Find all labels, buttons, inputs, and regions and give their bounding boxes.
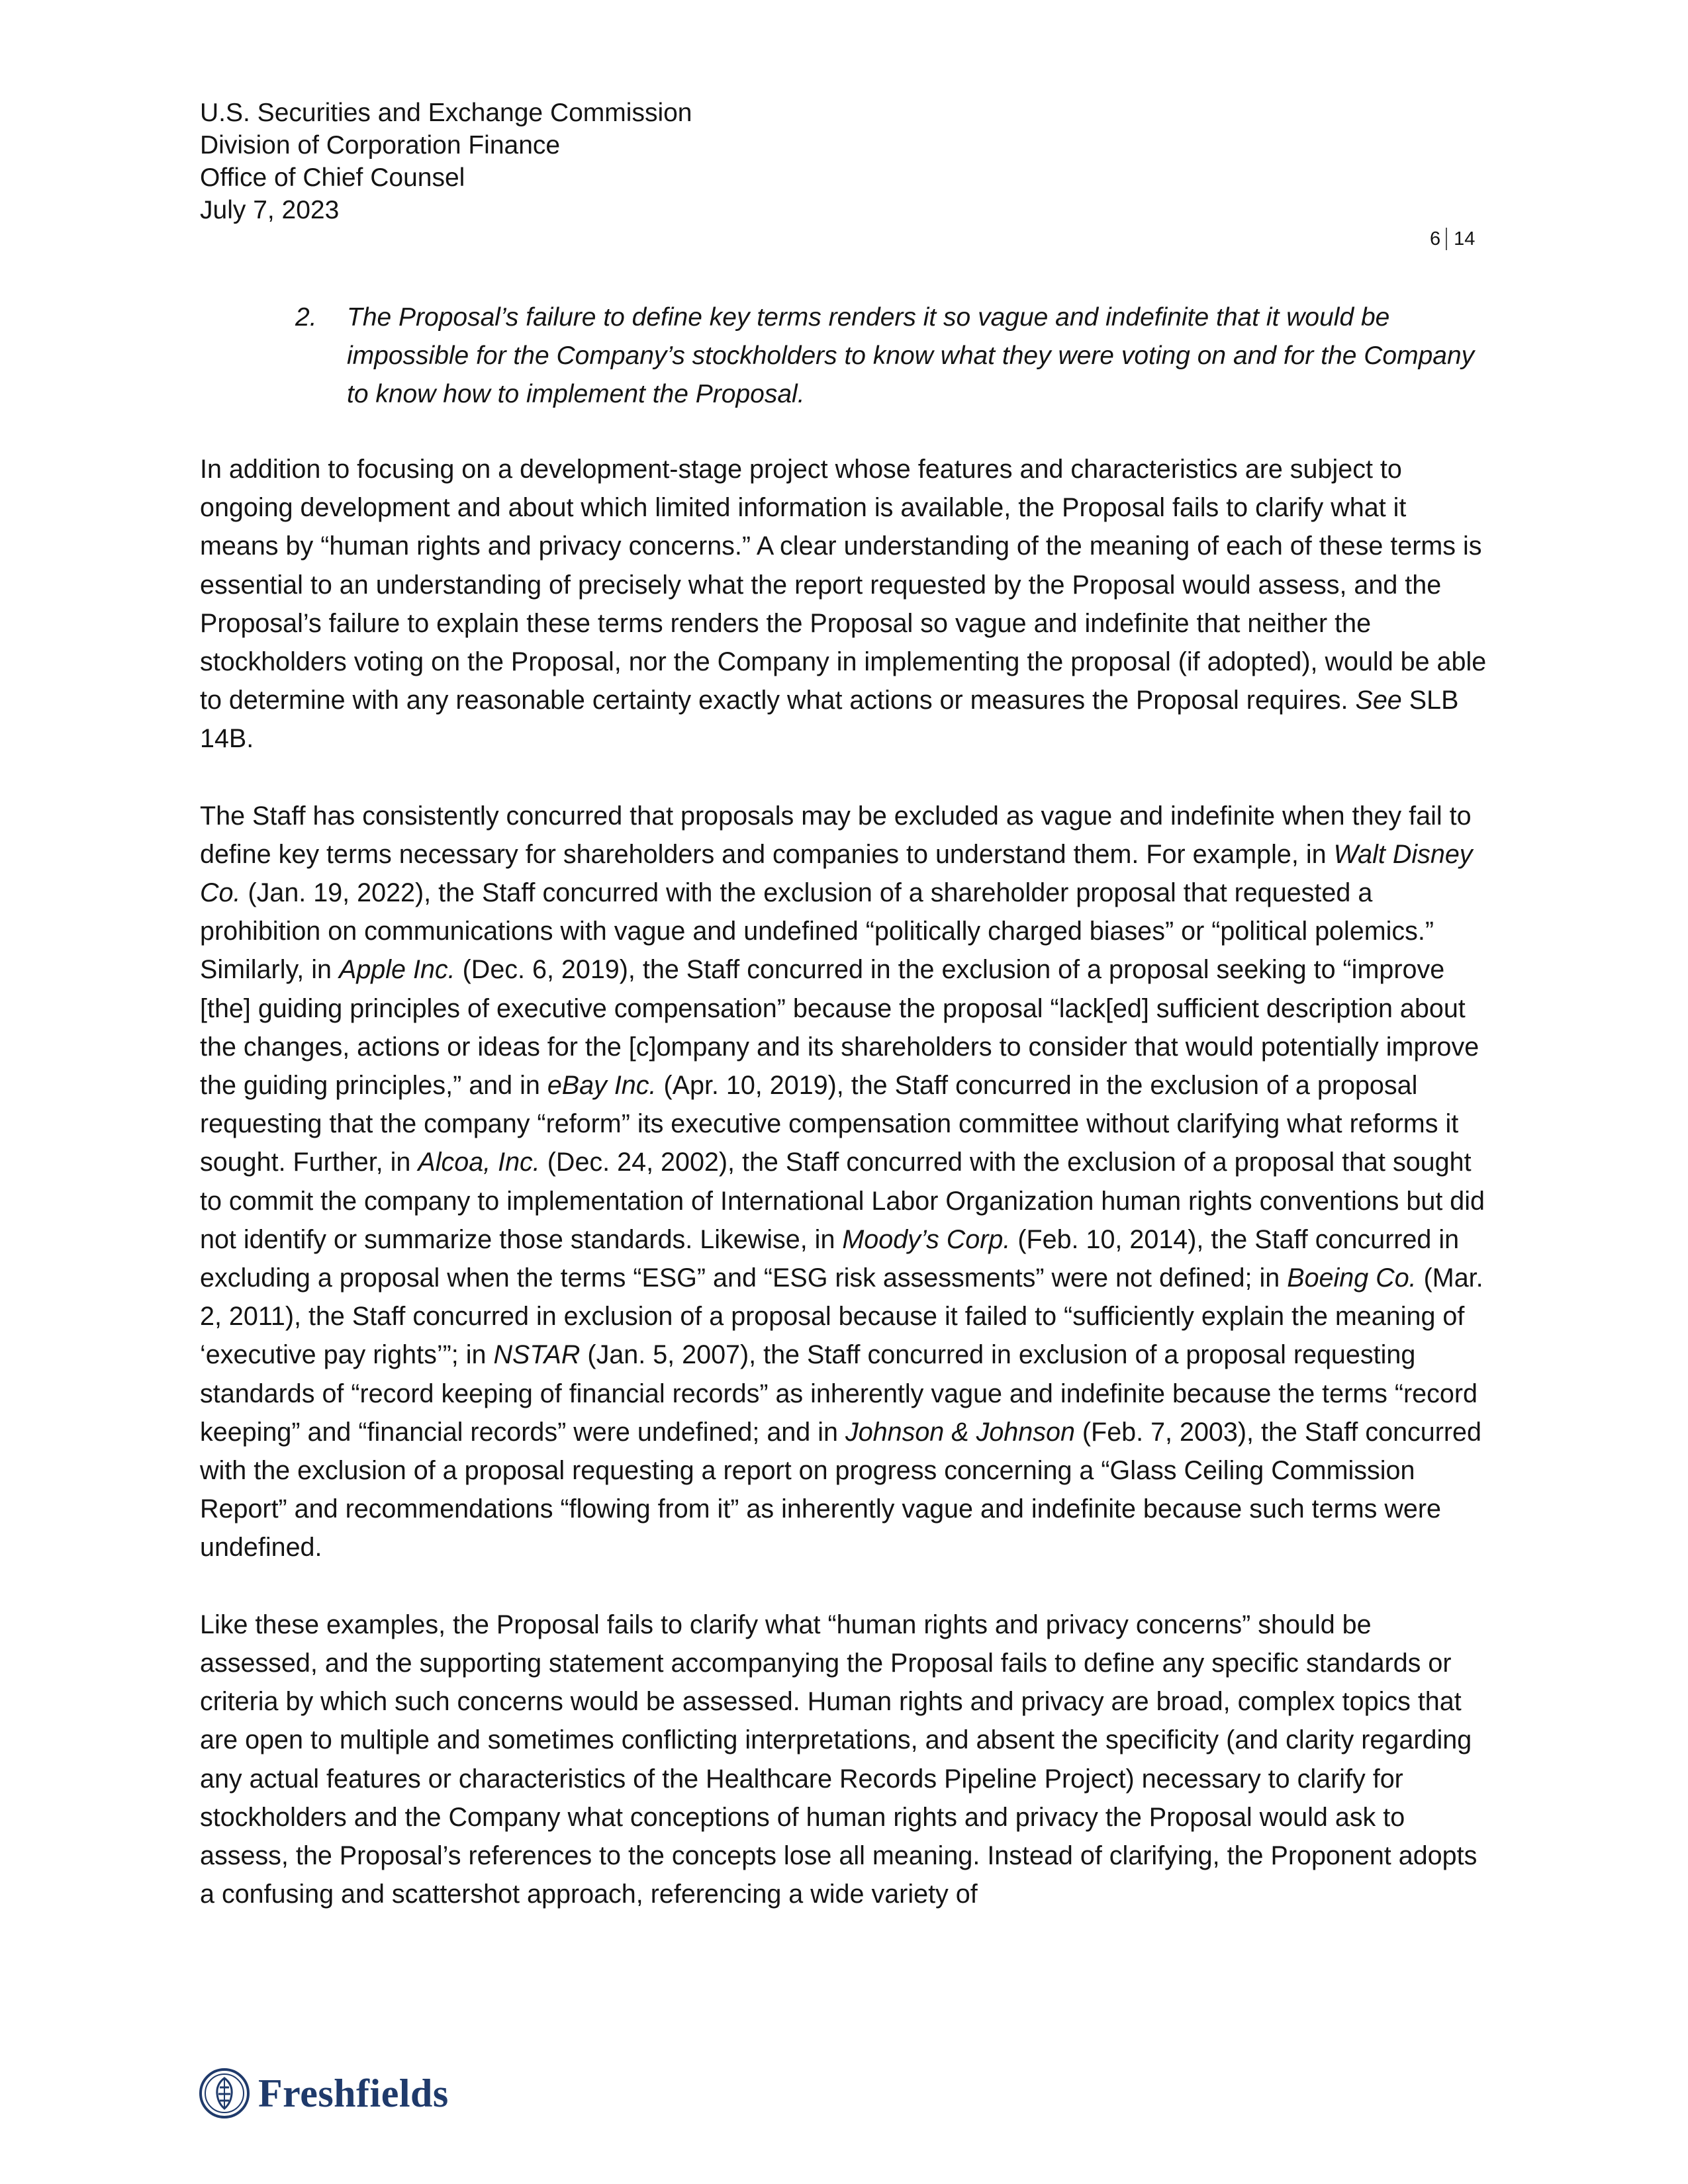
section-number: 2. <box>295 303 317 332</box>
slb-citation: SLB 14B. <box>200 686 1459 754</box>
letter-date: July 7, 2023 <box>200 196 340 224</box>
paragraph-2-text: (Apr. 10, 2019), the Staff concurred in the exclusion of a proposal requesting that the company “reform” its executive compensation committee without clarifying what reforms it sought. Further, in <box>200 1071 1459 1177</box>
section-heading-text: The Proposal’s failure to define key terms renders it so vague and indefinite that it would be impossible for the Company’s stockholders to know what they were voting on and for the Company to know how to implement the Proposal. <box>347 303 1475 408</box>
section-heading <box>295 298 1480 414</box>
see-signal: See <box>1355 686 1402 715</box>
recipient-line-1: U.S. Securities and Exchange Commission <box>200 99 692 127</box>
recipient-line-3: Office of Chief Counsel <box>200 163 465 192</box>
paragraph-3 <box>200 1606 1491 1914</box>
case-name: Walt Disney Co. <box>200 839 1473 908</box>
paragraph-2-text: (Jan. 5, 2007), the Staff concurred in exclusion of a proposal requesting standards of “record keeping of financial records” as inherently vague and indefinite because the terms “record keeping” and “financial records” were undefined; and in <box>200 1340 1477 1447</box>
paragraph-2-text: The Staff has consistently concurred that proposals may be excluded as vague and indefinite when they fail to define key terms necessary for shareholders and companies to understand them. For example, in <box>200 801 1472 869</box>
letter-header <box>200 97 692 226</box>
freshfields-seal-icon <box>199 2068 250 2119</box>
freshfields-logo <box>199 2064 449 2123</box>
case-name: eBay Inc. <box>547 1071 657 1101</box>
page-number <box>1430 227 1496 251</box>
recipient-line-2: Division of Corporation Finance <box>200 131 561 159</box>
page-separator <box>1446 228 1447 250</box>
case-name: Alcoa, Inc. <box>418 1148 540 1177</box>
paragraph-3-text: Like these examples, the Proposal fails to clarify what “human rights and privacy concerns” should be assessed, and the supporting statement accompanying the Proposal fails to define any specific standards or criteria by which such concerns would be assessed. Human rights and privacy are broad, complex topics that are open to multiple and sometimes conflicting interpretations, and absent the specificity (and clarity regarding any actual features or characteristics of the Healthcare Records Pipeline Project) necessary to clarify for stockholders and the Company what conceptions of human rights and privacy the Proposal would ask to assess, the Proposal’s references to the concepts lose all meaning. Instead of clarifying, the Proponent adopts a confusing and scattershot approach, referencing a wide variety of <box>200 1610 1477 1909</box>
paragraph-2-text: (Feb. 10, 2014), the Staff concurred in excluding a proposal when the terms “ESG” and “ESG risk assessments” were not defined; in <box>200 1224 1460 1293</box>
case-name: Apple Inc. <box>338 955 455 985</box>
case-name: Johnson & Johnson <box>845 1417 1075 1447</box>
case-name: NSTAR <box>493 1340 581 1370</box>
paragraph-2-text: (Dec. 6, 2019), the Staff concurred in the exclusion of a proposal seeking to “improve [the] guiding principles of executive compensation” because the proposal “lack[ed] sufficient description about the changes, actions or ideas for the [c]ompany and its shareholders to consider that would potentially improve the guiding principles,” and in <box>200 955 1479 1101</box>
current-page: 6 <box>1430 228 1441 250</box>
freshfields-wordmark: Freshfields <box>258 2071 449 2115</box>
total-pages: 14 <box>1454 228 1476 250</box>
paragraph-2-text: (Mar. 2, 2011), the Staff concurred in exclusion of a proposal because it failed to “sufficiently explain the meaning of ‘executive pay rights’”; in <box>200 1263 1483 1370</box>
case-name: Boeing Co. <box>1287 1263 1417 1293</box>
paragraph-2-text: (Feb. 7, 2003), the Staff concurred with the exclusion of a proposal requesting a report on progress concerning a “Glass Ceiling Commission Report” and recommendations “flowing from it” as inherently vague and indefinite because such terms were undefined. <box>200 1417 1481 1563</box>
paragraph-2 <box>200 797 1491 1567</box>
paragraph-2-text: (Dec. 24, 2002), the Staff concurred with the exclusion of a proposal that sought to commit the company to implementation of International Labor Organization human rights conventions but did not identify or summarize those standards. Likewise, in <box>200 1148 1485 1254</box>
paragraph-2-text: (Jan. 19, 2022), the Staff concurred with the exclusion of a shareholder proposal that requested a prohibition on communications with vague and undefined “politically charged biases” or “political polemics.” Similarly, in <box>200 878 1434 985</box>
paragraph-1 <box>200 450 1491 758</box>
case-name: Moody’s Corp. <box>842 1224 1011 1254</box>
letter-body <box>200 450 1491 1952</box>
paragraph-1-text: In addition to focusing on a development-stage project whose features and characteristics are subject to ongoing development and about which limited information is available, the Proposal fails to clarify what it means by “human rights and privacy concerns.” A clear understanding of the meaning of each of these terms is essential to an understanding of precisely what the report requested by the Proposal would assess, and the Proposal’s failure to explain these terms renders the Proposal so vague and indefinite that neither the stockholders voting on the Proposal, nor the Company in implementing the proposal (if adopted), would be able to determine with any reasonable certainty exactly what actions or measures the Proposal requires. <box>200 455 1487 715</box>
